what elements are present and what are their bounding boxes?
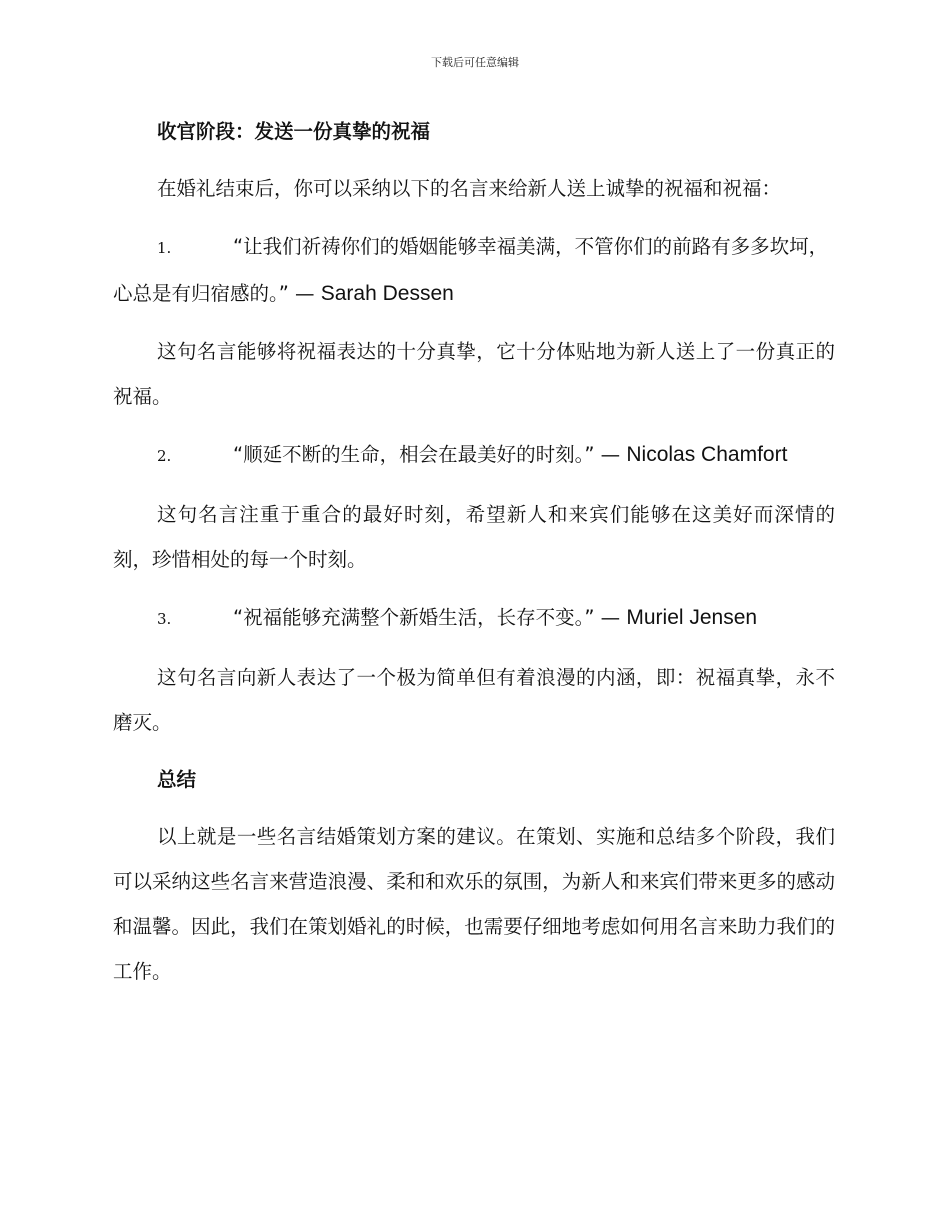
quote-text-1: “让我们祈祷你们的婚姻能够幸福美满，不管你们的前路有多多坎坷，心总是有归宿感的。” — [113, 235, 829, 305]
quote-number-2: 2. [157, 447, 172, 465]
quote-item-1 [113, 224, 835, 316]
quote-author-3: Muriel Jensen [626, 606, 758, 629]
quote-comment-2: 这句名言注重于重合的最好时刻，希望新人和来宾们能够在这美好而深情的刻，珍惜相处的每一个时刻。 [113, 503, 835, 571]
quote-text-2: “顺延不断的生命，相会在最美好的时刻。” — [233, 443, 627, 466]
document-body [113, 109, 835, 994]
quote-comment-3: 这句名言向新人表达了一个极为简单但有着浪漫的内涵，即：祝福真挚，永不磨灭。 [113, 666, 835, 734]
section-heading: 收官阶段：发送一份真挚的祝福 [157, 120, 431, 143]
quote-item-2 [113, 432, 835, 479]
summary-heading: 总结 [157, 768, 197, 791]
intro-paragraph: 在婚礼结束后，你可以采纳以下的名言来给新人送上诚挚的祝福和祝福： [157, 177, 782, 200]
quote-author-2: Nicolas Chamfort [626, 443, 788, 466]
quote-number-3: 3. [157, 610, 172, 628]
quote-item-3 [113, 595, 835, 642]
quote-number-1: 1. [157, 239, 172, 257]
summary-paragraph: 以上就是一些名言结婚策划方案的建议。在策划、实施和总结多个阶段，我们可以采纳这些名言来营造浪漫、柔和和欢乐的氛围，为新人和来宾们带来更多的感动和温馨。因此，我们在策划婚礼的时候，也需要仔细地考虑如何用名言来助力我们的工作。 [113, 825, 835, 983]
header-note: 下载后可任意编辑 [431, 56, 519, 69]
quote-text-3: “祝福能够充满整个新婚生活，长存不变。” — [233, 606, 627, 629]
quote-author-1: Sarah Dessen [320, 282, 454, 305]
quote-comment-1: 这句名言能够将祝福表达的十分真挚，它十分体贴地为新人送上了一份真正的祝福。 [113, 340, 835, 408]
